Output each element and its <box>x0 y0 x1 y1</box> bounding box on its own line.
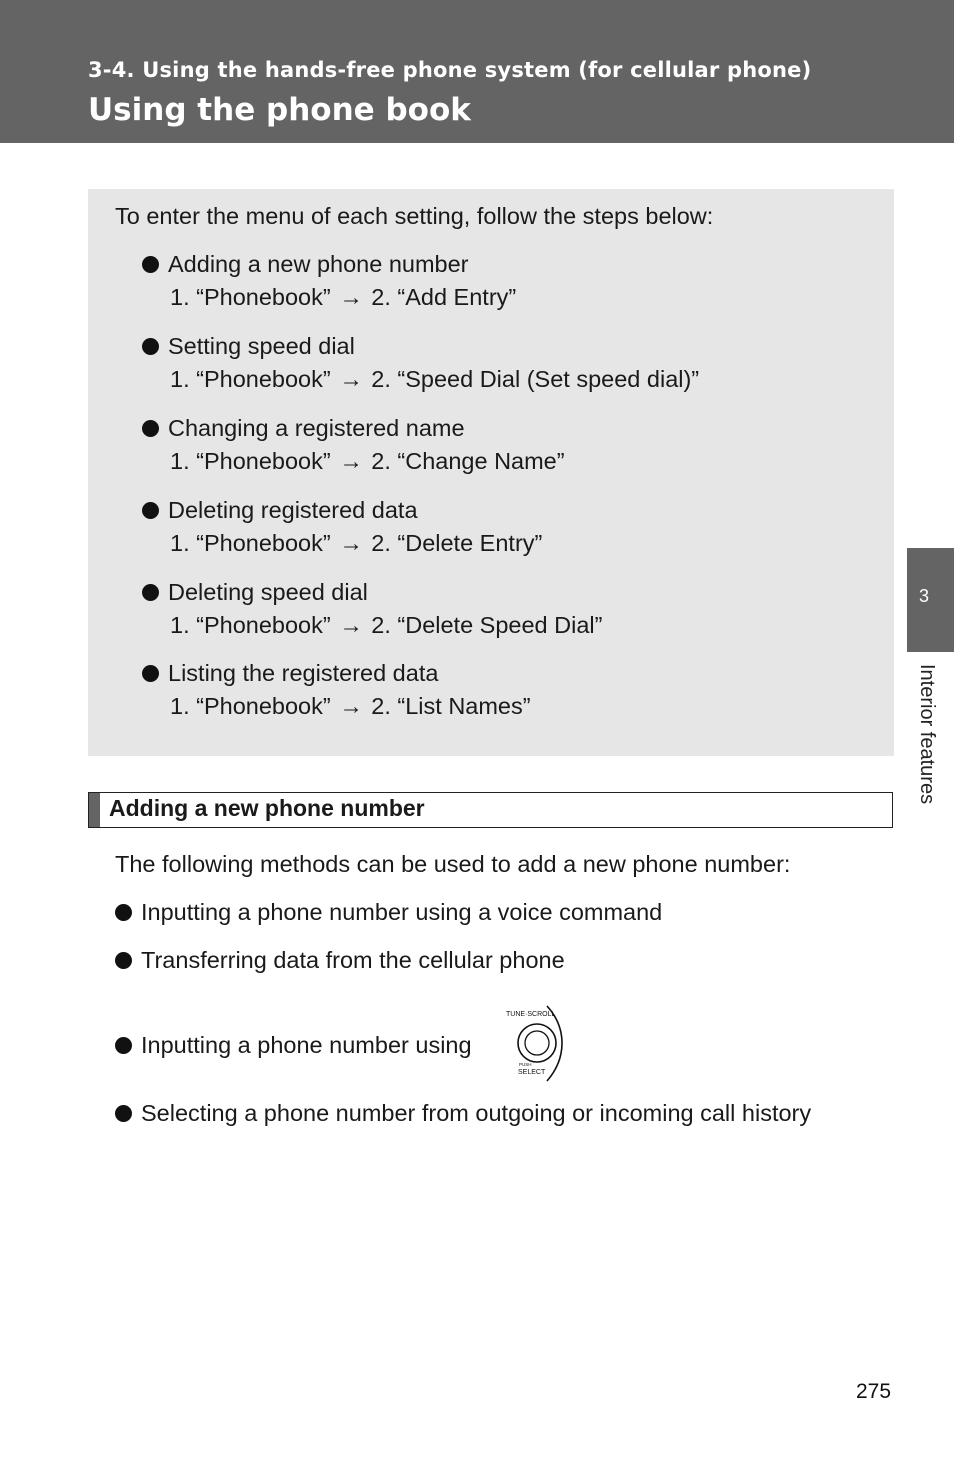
bullet-icon <box>142 256 159 273</box>
step-2: 2. “Delete Entry” <box>371 530 543 556</box>
bullet-icon <box>115 1105 132 1122</box>
method-text: Transferring data from the cellular phone <box>141 947 565 973</box>
menu-item-change-name <box>142 412 565 478</box>
method-text: Inputting a phone number using <box>141 1032 472 1058</box>
menu-item-label: Adding a new phone number <box>168 251 469 277</box>
arrow-icon: → <box>339 448 363 474</box>
method-item <box>115 1100 811 1127</box>
arrow-icon: → <box>339 366 363 392</box>
menu-item-label: Changing a registered name <box>168 415 465 441</box>
menu-item-steps <box>142 609 602 642</box>
method-item <box>115 947 565 974</box>
menu-item-steps <box>142 363 699 396</box>
menu-item-label: Deleting registered data <box>168 497 418 523</box>
knob-center <box>525 1031 549 1055</box>
menu-steps-box <box>88 189 894 756</box>
knob-top-label: TUNE·SCROLL <box>506 1011 556 1018</box>
bullet-icon <box>115 904 132 921</box>
menu-item-add-entry <box>142 248 516 314</box>
bullet-icon <box>142 584 159 601</box>
page-title: Using the phone book <box>88 92 471 128</box>
step-1: 1. “Phonebook” <box>170 530 331 556</box>
arrow-icon: → <box>339 612 363 638</box>
step-2: 2. “Add Entry” <box>371 284 517 310</box>
menu-item-steps <box>142 527 542 560</box>
page-number: 275 <box>856 1380 892 1403</box>
bullet-icon <box>115 1037 132 1054</box>
menu-item-steps <box>142 690 531 723</box>
menu-item-label: Listing the registered data <box>168 660 439 686</box>
method-item <box>115 1032 472 1059</box>
knob-push-label: PUSH <box>519 1062 532 1067</box>
section-intro: The following methods can be used to add a new phone number: <box>115 851 791 877</box>
subsection-heading-text: Adding a new phone number <box>109 795 425 821</box>
section-label: 3-4. Using the hands-free phone system (for cellular phone) <box>88 58 812 82</box>
menu-item-label: Deleting speed dial <box>168 579 368 605</box>
subsection-heading <box>88 792 893 828</box>
menu-item-delete-entry <box>142 494 542 560</box>
heading-marker <box>89 793 100 827</box>
arrow-icon: → <box>339 284 363 310</box>
bullet-icon <box>115 952 132 969</box>
step-2: 2. “Speed Dial (Set speed dial)” <box>371 366 700 392</box>
method-text: Inputting a phone number using a voice command <box>141 899 663 925</box>
step-2: 2. “Delete Speed Dial” <box>371 612 603 638</box>
bullet-icon <box>142 665 159 682</box>
arrow-icon: → <box>339 530 363 556</box>
step-1: 1. “Phonebook” <box>170 612 331 638</box>
knob-bottom-label: SELECT <box>518 1069 546 1076</box>
menu-item-steps <box>142 445 565 478</box>
page-header <box>0 0 954 143</box>
step-2: 2. “Change Name” <box>371 448 565 474</box>
menu-item-steps <box>142 281 516 314</box>
arrow-icon: → <box>339 693 363 719</box>
step-1: 1. “Phonebook” <box>170 693 331 719</box>
method-item <box>115 899 662 926</box>
step-1: 1. “Phonebook” <box>170 284 331 310</box>
chapter-label: Interior features <box>916 664 938 805</box>
menu-item-label: Setting speed dial <box>168 333 355 359</box>
step-1: 1. “Phonebook” <box>170 366 331 392</box>
menu-item-speed-dial <box>142 330 699 396</box>
chapter-tab <box>907 548 954 652</box>
menu-intro: To enter the menu of each setting, follow the steps below: <box>115 203 714 229</box>
bullet-icon <box>142 502 159 519</box>
step-2: 2. “List Names” <box>371 693 531 719</box>
chapter-number: 3 <box>918 586 929 606</box>
tune-scroll-select-knob-icon <box>503 1003 565 1083</box>
menu-item-delete-speed-dial <box>142 576 602 642</box>
bullet-icon <box>142 420 159 437</box>
step-1: 1. “Phonebook” <box>170 448 331 474</box>
method-text: Selecting a phone number from outgoing or incoming call history <box>141 1100 812 1126</box>
menu-item-list-names <box>142 657 531 723</box>
bullet-icon <box>142 338 159 355</box>
